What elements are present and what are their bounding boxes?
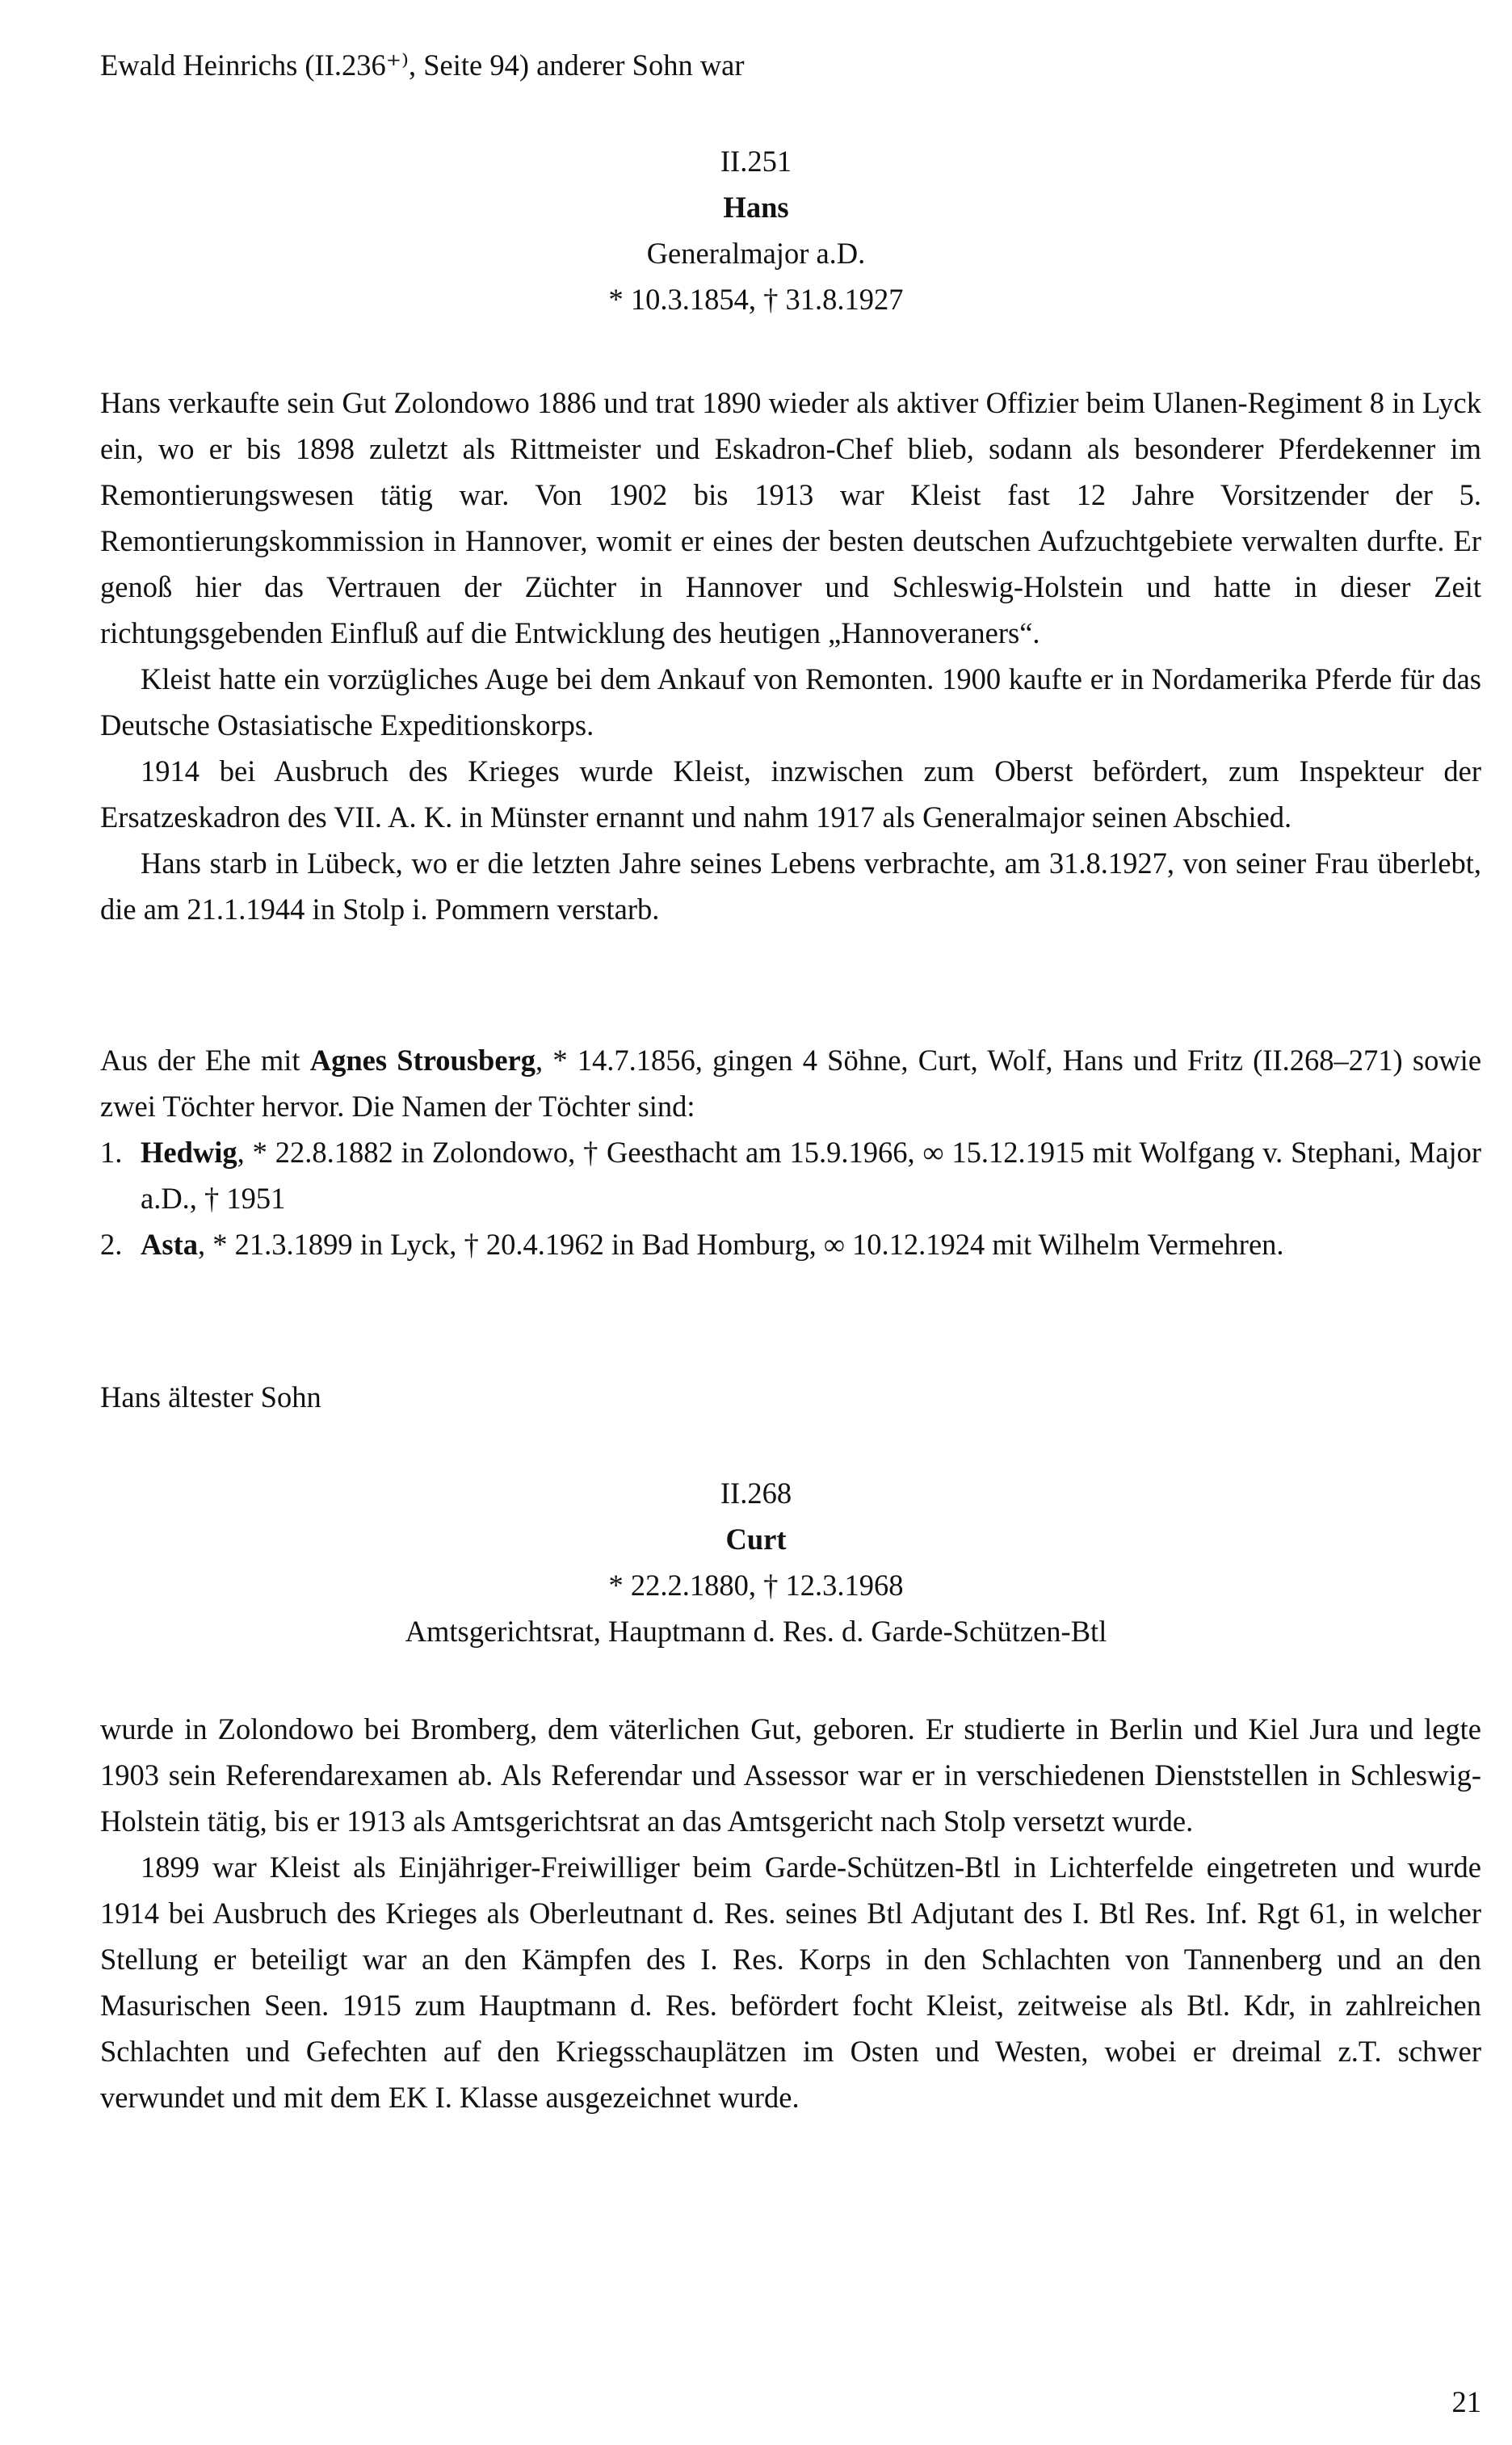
list-item — [100, 1221, 1481, 1267]
entry-251-biography — [100, 380, 1481, 932]
biography-paragraph: Hans starb in Lübeck, wo er die letzten Jahre seines Lebens verbrachte, am 31.8.1927, von seiner Frau überlebt, die am 21.1.1944 in Stolp i. Pommern verstarb. — [100, 847, 1481, 926]
intro-line: Ewald Heinrichs (II.236⁺⁾, Seite 94) anderer Sohn war — [100, 48, 745, 82]
marriage-pre: Aus der Ehe mit — [100, 1044, 310, 1077]
list-item — [100, 1129, 1481, 1221]
entry-rank: Generalmajor a.D. — [646, 237, 866, 270]
marriage-paragraph — [100, 1037, 1481, 1129]
entry-number: II.268 — [720, 1477, 792, 1510]
biography-paragraph: 1914 bei Ausbruch des Krieges wurde Kleist, inzwischen zum Oberst befördert, zum Inspekteur der Ersatzeskadron des VII. A. K. in Münster ernannt und nahm 1917 als Generalmajor seinen Abschied. — [100, 754, 1481, 834]
daughter-name: Hedwig — [141, 1136, 237, 1169]
entry-251-header — [0, 138, 1512, 322]
spouse-name: Agnes Strousberg — [309, 1044, 536, 1077]
daughter-details: , * 21.3.1899 in Lyck, † 20.4.1962 in Bad Homburg, ∞ 10.12.1924 mit Wilhelm Vermehren. — [197, 1228, 1284, 1261]
page-number: 21 — [1451, 2385, 1481, 2418]
biography-paragraph: 1899 war Kleist als Einjähriger-Freiwilliger beim Garde-Schützen-Btl in Lichterfelde eingetreten und wurde 1914 bei Ausbruch des Krieges als Oberleutnant d. Res. seines Btl Adjutant des I. Btl Res. Inf. Rgt 61, in welcher Stellung er beteiligt war an den Kämpfen des I. Res. Korps in den Schlachten von Tannenberg und an den Masurischen Seen. 1915 zum Hauptmann d. Res. befördert focht Kleist, zeitweise als Btl. Kdr, in zahlreichen Schlachten und Gefechten auf den Kriegsschauplätzen im Osten und Westen, wobei er dreimal z.T. schwer verwundet und mit dem EK I. Klasse ausgezeichnet wurde. — [100, 1851, 1481, 2114]
entry-rank: Amtsgerichtsrat, Hauptmann d. Res. d. Garde-Schützen-Btl — [405, 1615, 1107, 1648]
entry-name: Curt — [725, 1523, 787, 1556]
entry-268-biography — [100, 1706, 1481, 2120]
biography-paragraph: wurde in Zolondowo bei Bromberg, dem väterlichen Gut, geboren. Er studierte in Berlin und Kiel Jura und legte 1903 sein Referendarexamen ab. Als Referendar und Assessor war er in verschiedenen Dienststellen in Schleswig-Holstein tätig, bis er 1913 als Amtsgerichtsrat an das Amtsgericht nach Stolp versetzt wurde. — [100, 1712, 1481, 1838]
daughters-list — [100, 1129, 1481, 1267]
entry-268-header — [0, 1470, 1512, 1654]
marriage-post: , * 14.7.1856, gingen 4 Söhne, Curt, Wolf, Hans und Fritz (II.268–271) sowie zwei Töchter hervor. Die Namen der Töchter sind: — [100, 1044, 1482, 1123]
eldest-son-intro: Hans ältester Sohn — [100, 1380, 321, 1414]
entry-number: II.251 — [720, 145, 792, 178]
entry-dates: * 22.2.1880, † 12.3.1968 — [608, 1569, 904, 1602]
daughter-name: Asta — [141, 1228, 198, 1261]
entry-dates: * 10.3.1854, † 31.8.1927 — [608, 283, 904, 316]
daughter-details: , * 22.8.1882 in Zolondowo, † Geesthacht am 15.9.1966, ∞ 15.12.1915 mit Wolfgang v. Stephani, Major a.D., † 1951 — [141, 1136, 1481, 1215]
list-number: 2. — [100, 1228, 123, 1261]
entry-name: Hans — [723, 191, 789, 224]
biography-paragraph: Hans verkaufte sein Gut Zolondowo 1886 und trat 1890 wieder als aktiver Offizier beim Ulanen-Regiment 8 in Lyck ein, wo er bis 1898 zuletzt als Rittmeister und Eskadron-Chef blieb, sodann als besonderer Pferdekenner im Remontierungswesen tätig war. Von 1902 bis 1913 war Kleist fast 12 Jahre Vorsitzender der 5. Remontierungskommission in Hannover, womit er eines der besten deutschen Aufzuchtgebiete verwalten durfte. Er genoß hier das Vertrauen der Züchter in Hannover und Schleswig-Holstein und hatte in dieser Zeit richtungsgebenden Einfluß auf die Entwicklung des heutigen „Hannoveraners“. — [100, 386, 1481, 649]
biography-paragraph: Kleist hatte ein vorzügliches Auge bei dem Ankauf von Remonten. 1900 kaufte er in Nordamerika Pferde für das Deutsche Ostasiatische Expeditionskorps. — [100, 662, 1481, 741]
list-number: 1. — [100, 1136, 123, 1169]
marriage-text — [100, 1037, 1481, 1129]
